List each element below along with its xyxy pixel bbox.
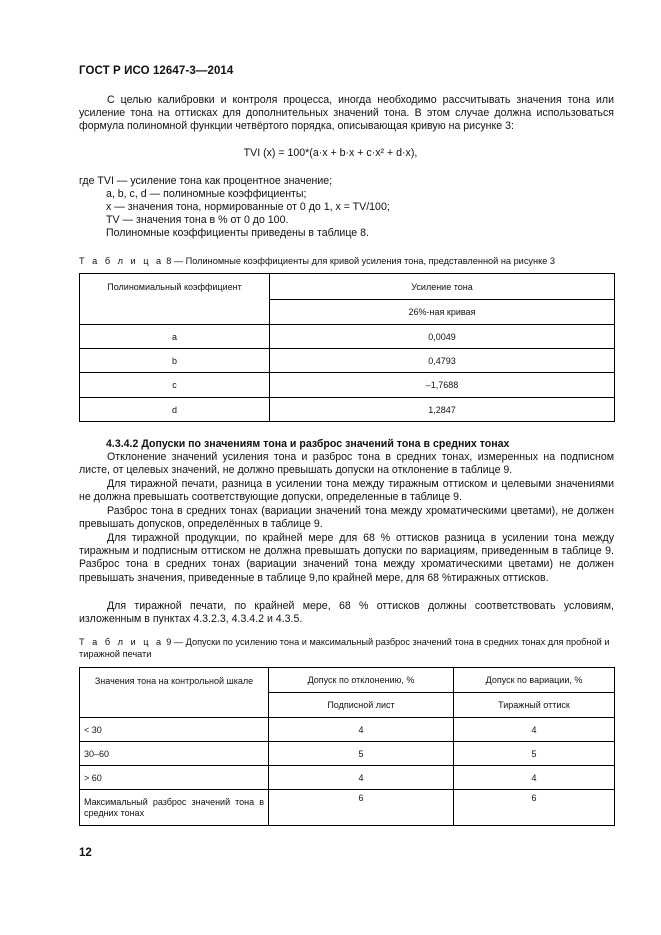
table8-coef: b [80,349,270,373]
table9-caption [79,636,614,660]
table9-col2-sub: Подписной лист [269,693,454,718]
table9-caption-label: Т а б л и ц а [79,637,164,647]
table9-label: > 60 [80,766,269,790]
table9 [79,667,615,826]
section-paragraph-3: Разброс тона в средних тонах (вариации значений тона между хроматическими цветами), не должен превышать допусков, определённых в таблице 9. [79,505,614,531]
def-x: x — значения тона, нормированные от 0 до 1, x = TV/100; [106,201,390,213]
table9-col3-header: Допуск по вариации, % [454,668,615,693]
table8-col2-header: Усиление тона [270,274,615,300]
section-heading: 4.3.4.2 Допуски по значениям тона и разброс значений тона в средних тонах [106,438,510,450]
section-paragraph-4: Для тиражной продукции, по крайней мере для 68 % оттисков разница в усилении тона между тиражным и подписным оттиском не должна превышать допуски по вариациям, приведенным в таблице 9. Разброс тона в средних тонах (вариации значений тона между хроматическими цветами) не должен превышать значения, приведенные в таблице 9,по крайней мере, для 68 %тиражных оттисков. [79,532,614,584]
table-row [80,766,615,790]
table9-dev: 4 [269,766,454,790]
table9-dev: 5 [269,742,454,766]
page-number: 12 [79,847,92,859]
table-row [80,373,615,398]
table-row [80,790,615,826]
table8-caption-text: 8 — Полиномные коэффициенты для кривой усиления тона, представленной на рисунке 3 [166,256,555,266]
section-paragraph-2: Для тиражной печати, разница в усилении тона между тиражным оттиском и целевыми значениями не должна превышать соответствующие допуски, определенные в таблице 9. [79,478,614,504]
table-row [80,398,615,422]
table9-label: < 30 [80,718,269,742]
table-row [80,349,615,373]
table9-dev: 6 [269,790,454,826]
table8-caption [79,255,614,267]
table8-value: –1,7688 [270,373,615,398]
table8-coef: d [80,398,270,422]
formula-text: TVI (x) = 100*(a·x + b·x + c·x² + d·x), [243,147,418,159]
table9-var: 4 [454,766,615,790]
table8-coef: a [80,325,270,349]
def-coefficients: a, b, c, d — полиномные коэффициенты; [106,188,307,200]
table9-label: Максимальный разброс значений тона в средних тонах [80,790,269,826]
table8-col2-sub: 26%-ная кривая [270,300,615,325]
document-code: ГОСТ Р ИСО 12647-3—2014 [79,65,234,77]
table-row [80,742,615,766]
table9-col1-header: Значения тона на контрольной шкале [80,668,269,718]
table9-caption-text: 9 — Допуски по усилению тона и максимальный разброс значений тона в средних тонах для пробной и тиражной печати [79,637,610,659]
table8 [79,273,615,422]
intro-paragraph: С целью калибровки и контроля процесса, иногда необходимо рассчитывать значения тона или усиление тона на оттисках для дополнительных значений тона. В этом случае должна использоваться формула полиномной функции четвёртого порядка, описывающая кривую на рисунке 3: [79,94,614,133]
table8-value: 1,2847 [270,398,615,422]
table8-value: 0,4793 [270,349,615,373]
table9-col2-header: Допуск по отклонению, % [269,668,454,693]
section-paragraph-1: Отклонение значений усиления тона и разброс тона в средних тонах, измеренных на подписном листе, от целевых значений, не должно превышать допуски на отклонение в таблице 9. [79,451,614,477]
section-paragraph-5: Для тиражной печати, по крайней мере, 68 % оттисков должны соответствовать условиям, изложенным в пунктах 4.3.2.3, 4.3.4.2 и 4.3.5. [79,600,614,626]
def-tv: TV — значения тона в % от 0 до 100. [106,214,289,226]
table9-var: 5 [454,742,615,766]
table8-caption-label: Т а б л и ц а [79,256,164,266]
table9-var: 4 [454,718,615,742]
table8-coef: c [80,373,270,398]
table-row [80,718,615,742]
table8-value: 0,0049 [270,325,615,349]
table9-var: 6 [454,790,615,826]
table9-dev: 4 [269,718,454,742]
where-line: где TVI — усиление тона как процентное значение; [79,175,333,187]
table9-col3-sub: Тиражный оттиск [454,693,615,718]
table-row [80,325,615,349]
table8-col1-header: Полиномиальный коэффициент [80,274,270,325]
ref-table8: Полиномные коэффициенты приведены в таблице 8. [106,227,369,239]
formula-tvi [0,147,661,159]
table9-label: 30–60 [80,742,269,766]
